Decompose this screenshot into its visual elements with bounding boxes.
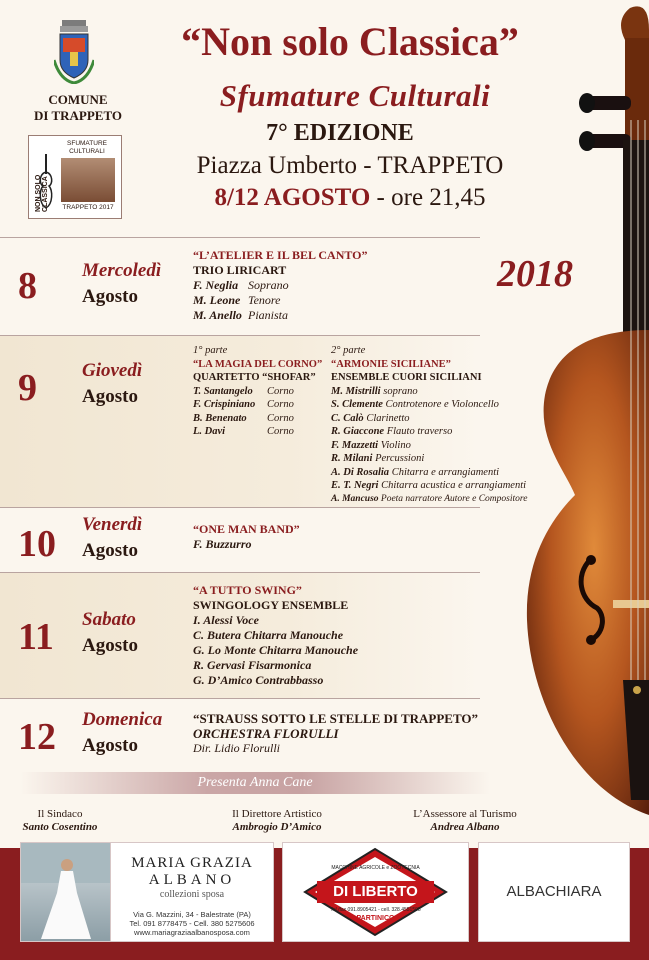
- comune-crest-icon: [54, 20, 94, 84]
- event-details: “A TUTTO SWING” SWINGOLOGY ENSEMBLE I. Alessi Voce C. Butera Chitarra Manouche G. Lo Monte Chitarra Manouche R. Gervasi Fisarmonica G. D’Amico Contrabbasso: [193, 583, 359, 687]
- day-number: 11: [18, 616, 54, 658]
- violin-small-icon: [39, 154, 53, 210]
- sponsor-photo: [20, 842, 112, 942]
- event-part-2: 2° parte “ARMONIE SICILIANE” ENSEMBLE CUORI SICILIANI M. Mistrilli soprano S. Clemente Controtenore e Violoncello C. Calò Clarinetto R. Giaccone Flauto traverso F. Mazzetti Violino R. Milani Percussioni A. Di Rosalia Chitarra e arrangiamenti E. T. Negri Chitarra acustica e arrangiamenti A. Mancuso Poeta narratore Autore e Compositore: [331, 345, 528, 504]
- day-name: Sabato: [82, 609, 136, 630]
- day-row-12: [0, 698, 480, 771]
- event-details: “STRAUSS SOTTO LE STELLE DI TRAPPETO” ORCHESTRA FLORULLI Dir. Lidio Florulli: [193, 711, 479, 755]
- day-month: Agosto: [82, 540, 138, 561]
- day-number: 12: [18, 716, 56, 758]
- day-number: 10: [18, 523, 56, 565]
- day-number: 8: [18, 265, 37, 307]
- day-month: Agosto: [82, 286, 138, 307]
- logo-photo: [61, 158, 115, 202]
- day-name: Mercoledì: [82, 260, 162, 281]
- signature-sindaco: Il Sindaco Santo Cosentino: [22, 808, 98, 833]
- event-details: “L’ATELIER E IL BEL CANTO” TRIO LIRICART F. Neglia Soprano M. Leone Tenore M. Anello Pianista: [193, 248, 368, 322]
- edition-label: 7° EDIZIONE: [266, 120, 414, 146]
- logo-side-text: NON SOLO CLASSICA: [35, 174, 49, 212]
- sponsor-albano: MARIA GRAZIA ALBANO collezioni sposa Via G. Mazzini, 34 - Balestrate (PA) Tel. 091 8778475 - Cell. 380 5275606 www.mariagraziaalbanosposa.com: [110, 842, 274, 942]
- event-details: “ONE MAN BAND” F. Buzzurro: [193, 522, 300, 551]
- day-row-10: [0, 507, 480, 573]
- sponsor-diliberto: MACCHINE AGRICOLE e ZOOTECNIA DI LIBERTO Tel./fax 091.8905421 - cell. 328.4551508 PARTINICO: [282, 842, 469, 942]
- event-part-1: 1° parte “LA MAGIA DEL CORNO” QUARTETTO “SHOFAR” T. Santangelo Corno F. Crispiniano Corno B. Benenato Corno L. Davi Corno: [193, 345, 323, 437]
- day-month: Agosto: [82, 735, 138, 756]
- venue-label: Piazza Umberto - TRAPPETO: [196, 152, 504, 179]
- year-label: 2018: [497, 253, 573, 295]
- dates-label: 8/12 AGOSTO - ore 21,45: [214, 184, 486, 211]
- logo-year: TRAPPETO 2017: [62, 204, 114, 211]
- day-month: Agosto: [82, 386, 138, 407]
- day-name: Domenica: [82, 709, 163, 730]
- day-name: Giovedì: [82, 360, 143, 381]
- festival-subtitle: Sfumature Culturali: [219, 78, 491, 113]
- sponsor-albachiara: ALBACHIARA: [478, 842, 630, 942]
- presenter-banner: Presenta Anna Cane: [20, 772, 490, 794]
- day-number: 9: [18, 367, 37, 409]
- day-row-9: [0, 335, 528, 508]
- comune-label: COMUNE DI TRAPPETO: [33, 92, 122, 123]
- signature-assessore: L’Assessore al Turismo Andrea Albano: [413, 808, 517, 833]
- logo-top-text: SFUMATURE CULTURALI: [67, 140, 107, 155]
- day-row-11: [0, 572, 480, 699]
- signature-direttore: Il Direttore Artistico Ambrogio D’Amico: [232, 808, 322, 833]
- festival-title: “Non solo Classica”: [181, 19, 519, 64]
- bride-photo-icon: [21, 843, 111, 941]
- festival-logo: [28, 135, 122, 219]
- day-name: Venerdì: [82, 514, 143, 535]
- day-row-8: [0, 237, 480, 336]
- day-month: Agosto: [82, 635, 138, 656]
